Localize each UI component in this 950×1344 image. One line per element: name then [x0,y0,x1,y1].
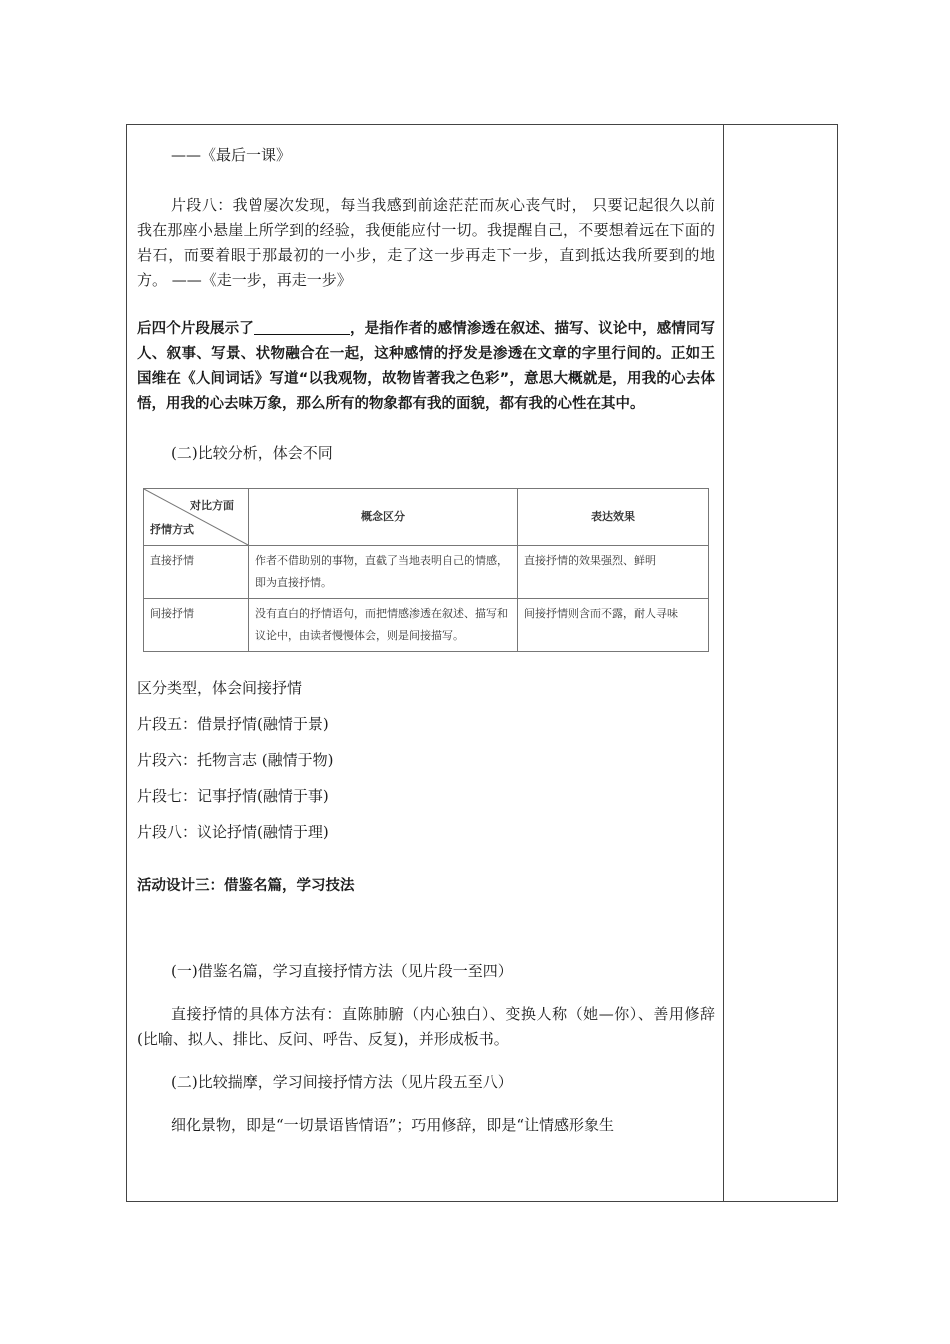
row-concept: 没有直白的抒情语句，而把情感渗透在叙述、描写和议论中，由读者慢慢体会，则是间接描写。 [249,599,518,652]
list-item: 片段七：记事抒情(融情于事) [137,787,329,805]
comparison-table [143,488,709,652]
table-corner-cell [144,489,249,546]
row-concept: 作者不借助别的事物，直截了当地表明自己的情感，即为直接抒情。 [249,546,518,599]
sub-two-title: (二)比较揣摩，学习间接抒情方法（见片段五至八） [171,1073,513,1091]
summary-rest: ，是指作者的感情渗透在叙述、描写、议论中，感情同写人、叙事、写景、状物融合在一起，这种感情的抒发是渗透在文章的字里行间的。正如王国维在《人间词话》写道“以我观物，故物皆著我之色彩”，意思大概就是，用我的心去体悟，用我的心去味万象，那么所有的物象都有我的面貌，都有我的心性在其中。 [137,321,716,412]
column-divider [723,125,724,1201]
fragment-eight-text: 片段八：我曾屡次发现，每当我感到前途茫茫而灰心丧气时， 只要记起很久以前我在那座小悬崖上所学到的经验，我便能应付一切。我提醒自己，不要想着远在下面的岩石，而要着眼于那最初的一小步，走了这一步再走下一步，直到抵达我所要到的地方。 ——《走一步，再走一步》 [137,196,715,289]
main-cell [137,143,715,1138]
corner-top-label: 对比方面 [190,499,234,512]
lesson-plan-table [126,124,838,1202]
sub-two-body: 细化景物，即是“一切景语皆情语”；巧用修辞，即是“让情感形象生 [171,1116,615,1134]
row-effect: 直接抒情的效果强烈、鲜明 [518,546,709,599]
list-item: 片段八：议论抒情(融情于理) [137,823,329,841]
list-item: 片段六：托物言志 (融情于物) [137,751,334,769]
sub-one-title: (一)借鉴名篇，学习直接抒情方法（见片段一至四） [171,962,513,980]
col-header-concept: 概念区分 [249,489,518,546]
classify-title: 区分类型，体会间接抒情 [137,679,303,697]
row-type: 直接抒情 [144,546,249,599]
table-row [144,546,709,599]
source-citation: ——《最后一课》 [171,146,292,164]
row-type: 间接抒情 [144,599,249,652]
corner-bottom-label: 抒情方式 [150,523,194,536]
row-effect: 间接抒情则含而不露，耐人寻味 [518,599,709,652]
summary-paragraph [137,317,715,417]
fill-blank[interactable] [254,319,350,335]
list-item: 片段五：借景抒情(融情于景) [137,715,329,733]
col-header-effect: 表达效果 [518,489,709,546]
table-row [144,599,709,652]
sub-one-body: 直接抒情的具体方法有：直陈肺腑（内心独白）、变换人称（她—你）、善用修辞(比喻、拟人、排比、反问、呼告、反复)，并形成板书。 [137,1005,715,1048]
section-two-title: (二)比较分析，体会不同 [171,444,333,462]
summary-prefix: 后四个片段展示了 [137,321,254,337]
activity-three-heading: 活动设计三：借鉴名篇，学习技法 [137,878,355,894]
